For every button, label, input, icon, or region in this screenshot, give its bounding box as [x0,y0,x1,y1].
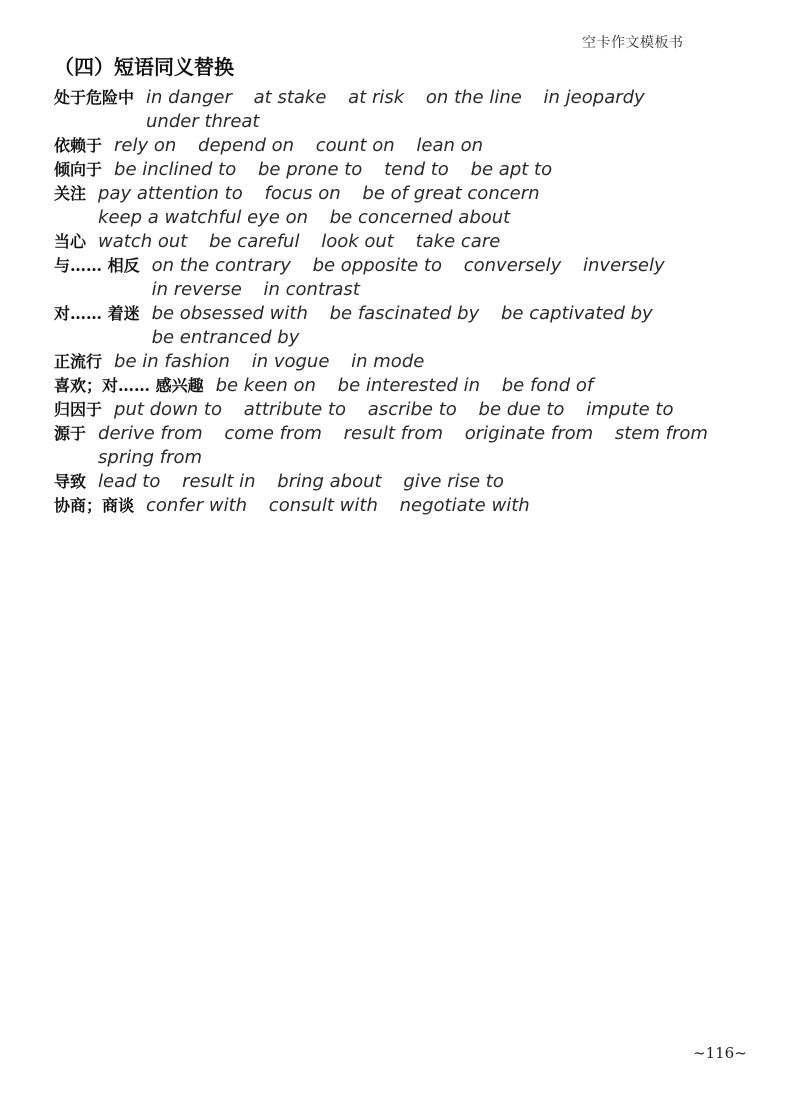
list-item [54,302,744,350]
entry-term: 处于危险中 [54,88,135,107]
phrase: in danger [146,87,232,108]
entry-term: 倾向于 [54,160,103,179]
phrase: be careful [209,231,300,252]
list-item [54,230,744,254]
list-item [54,158,744,182]
phrase: result from [343,423,443,444]
entry-term: 正流行 [54,352,103,371]
page-number: ~116~ [693,1044,747,1062]
phrase: be captivated by [501,303,653,324]
entry-phrases [152,302,744,350]
phrase: be in fashion [114,351,230,372]
list-item [54,422,744,470]
phrase: count on [315,135,395,156]
phrase: in reverse [151,279,242,300]
list-item [54,86,744,134]
entry-phrases [146,494,744,518]
phrase: consult with [268,495,378,516]
phrase: in mode [351,351,425,372]
phrase: be fascinated by [329,303,480,324]
entry-phrases [98,182,744,230]
phrase: be interested in [337,375,480,396]
phrase: in jeopardy [543,87,645,108]
phrase: lead to [98,471,161,492]
entry-phrases [114,350,744,374]
phrase: bring about [277,471,382,492]
section-title: （四）短语同义替换 [54,55,234,79]
list-item [54,470,744,494]
phrase: be opposite to [312,255,442,276]
phrase: at stake [253,87,327,108]
entry-term: 导致 [54,472,87,491]
entry-term: 关注 [54,184,87,203]
phrase: be entranced by [151,327,300,348]
phrase: give rise to [403,471,504,492]
list-item [54,182,744,230]
phrase: negotiate with [399,495,530,516]
entry-phrases [152,254,744,302]
phrase: keep a watchful eye on [98,207,309,228]
phrase: derive from [98,423,203,444]
phrase: on the line [425,87,522,108]
phrase: come from [224,423,322,444]
phrase: look out [321,231,394,252]
entry-term: 源于 [54,424,87,443]
list-item [54,254,744,302]
entry-term: 依赖于 [54,136,103,155]
phrase: be inclined to [114,159,237,180]
phrase: confer with [146,495,248,516]
phrase: lean on [416,135,484,156]
phrase: in vogue [251,351,330,372]
entry-term: 协商；商谈 [54,496,135,515]
entry-phrases [98,230,744,254]
entry-term: 喜欢；对…… 感兴趣 [54,376,204,395]
phrase: be due to [478,399,565,420]
entry-phrases [114,134,744,158]
phrase: conversely [463,255,562,276]
phrase: in contrast [263,279,360,300]
phrase: on the contrary [151,255,291,276]
phrase: inversely [583,255,665,276]
list-item [54,494,744,518]
phrase: be concerned about [329,207,511,228]
entry-term: 当心 [54,232,87,251]
phrase: be prone to [257,159,363,180]
entry-term: 对…… 着迷 [54,304,140,323]
list-item [54,398,744,422]
entry-term: 归因于 [54,400,103,419]
phrase: attribute to [243,399,347,420]
phrase: under threat [146,111,260,132]
entry-phrases [114,398,744,422]
phrase: put down to [114,399,222,420]
entry-phrases [146,86,744,134]
phrase: result in [182,471,256,492]
running-header: 空卡作文模板书 [582,35,684,51]
phrase: be apt to [470,159,553,180]
phrase: ascribe to [367,399,457,420]
phrase: be keen on [215,375,316,396]
phrase: at risk [348,87,405,108]
phrase: depend on [198,135,295,156]
phrase: tend to [384,159,449,180]
phrase: watch out [98,231,188,252]
phrase: rely on [114,135,177,156]
phrase: be fond of [501,375,594,396]
entry-phrases [114,158,744,182]
list-item [54,350,744,374]
phrase: focus on [264,183,341,204]
phrase: pay attention to [98,183,243,204]
entry-term: 与…… 相反 [54,256,140,275]
entry-phrases [216,374,744,398]
phrase-list [54,86,744,518]
phrase: take care [415,231,501,252]
entry-phrases [98,470,744,494]
phrase: be obsessed with [151,303,308,324]
phrase: be of great concern [362,183,540,204]
list-item [54,134,744,158]
phrase: stem from [614,423,708,444]
list-item [54,374,744,398]
phrase: spring from [98,447,203,468]
entry-phrases [98,422,744,470]
phrase: originate from [464,423,594,444]
phrase: impute to [586,399,674,420]
